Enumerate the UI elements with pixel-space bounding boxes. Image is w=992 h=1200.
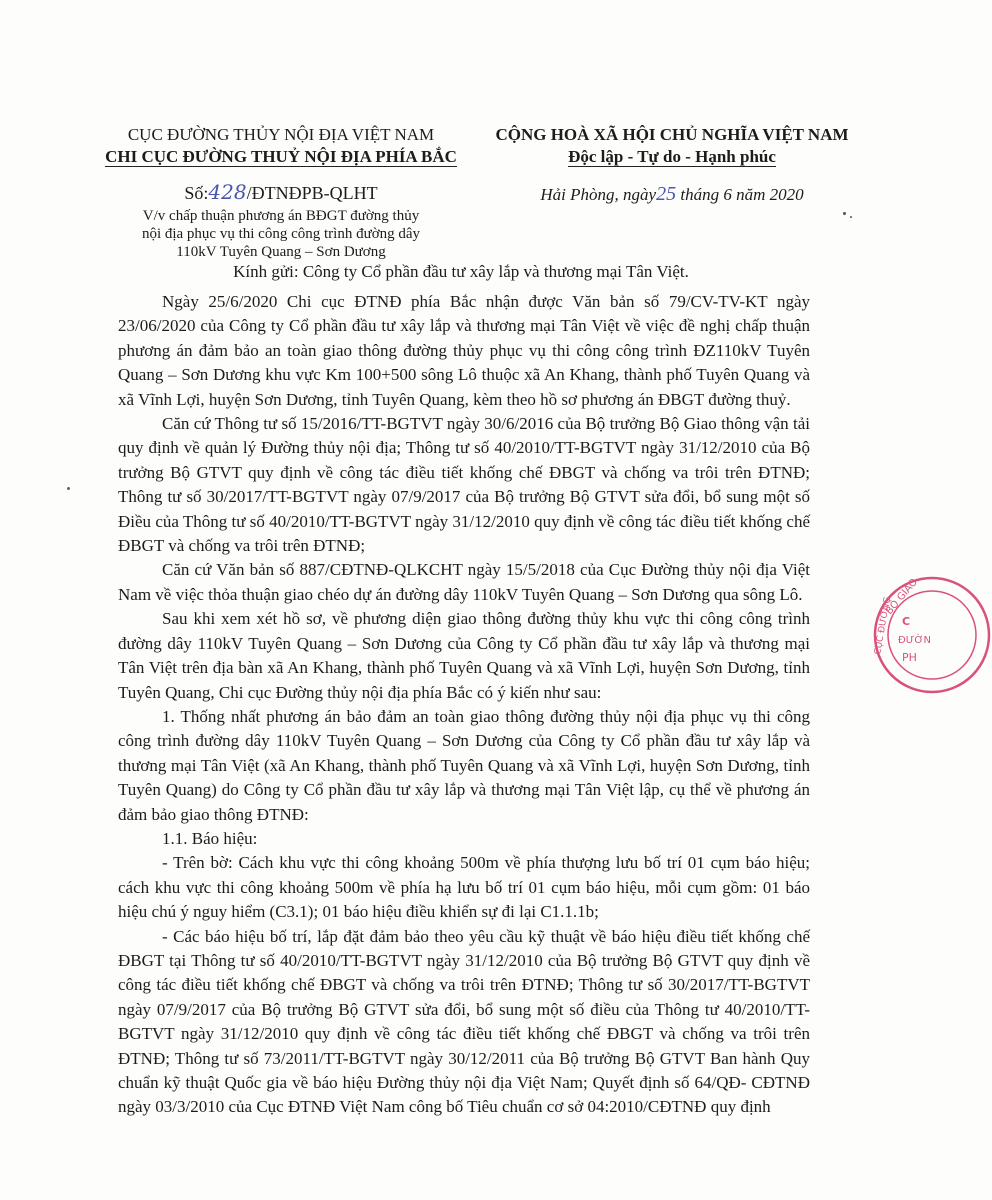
motto bbox=[472, 146, 872, 168]
header-right bbox=[472, 124, 872, 207]
date-day-handwritten: 25 bbox=[656, 183, 677, 205]
subject-line-1: V/v chấp thuận phương án BĐGT đường thủy bbox=[142, 208, 420, 224]
doc-number-handwritten: 428 bbox=[208, 180, 247, 204]
paragraph: 1.1. Báo hiệu: bbox=[162, 828, 258, 848]
paragraph: - Các báo hiệu bố trí, lắp đặt đảm bảo theo yêu cầu kỹ thuật về báo hiệu điều tiết khống chế ĐBGT tại Thông tư số 40/2010/TT-BGTVT ngày 31/12/2010 của Bộ trưởng Bộ GTVT quy định về công tác điều tiết khống chế ĐBGT và chống va trôi trên ĐTNĐ; Thông tư số 30/2017/TT-BGTVT ngày 07/9/2017 của Bộ trưởng Bộ GTVT sửa đổi, bổ sung một số điều của Thông tư 40/2010/TT-BGTVT ngày 31/12/2010 quy định về công tác điều tiết khống chế ĐBGT và chống va trôi trên ĐTNĐ; Thông tư số 73/2011/TT-BGTVT ngày 30/12/2011 của Bộ trưởng Bộ GTVT Ban hành Quy chuẩn kỹ thuật Quốc gia về báo hiệu Đường thủy nội địa Việt Nam; Quyết định số 64/QĐ- CĐTNĐ ngày 03/3/2010 của Cục ĐTNĐ Việt Nam công bố Tiêu chuẩn cơ sở 04:2010/CĐTNĐ quy định bbox=[118, 926, 810, 1117]
date-prefix: Hải Phòng, ngày bbox=[540, 185, 657, 204]
date-line bbox=[472, 182, 872, 207]
recipient-line: Kính gửi: Công ty Cổ phần đầu tư xây lắp và thương mại Tân Việt. bbox=[233, 262, 689, 281]
paragraph: Căn cứ Thông tư số 15/2016/TT-BGTVT ngày 30/6/2016 của Bộ trưởng Bộ Giao thông vận tải quy định về quản lý Đường thủy nội địa; Thông tư số 40/2010/TT-BGTVT ngày 31/12/2010 của Bộ trưởng Bộ GTVT quy định về công tác điều tiết khống chế ĐBGT và chống va trôi trên ĐTNĐ; Thông tư số 30/2017/TT-BGTVT ngày 07/9/2017 của Bộ trưởng Bộ GTVT sửa đổi, bổ sung một số Điều của Thông tư số 40/2010/TT-BGTVT ngày 31/12/2010 quy định về công tác điều tiết khống chế ĐBGT và chống va trôi trên ĐTNĐ; bbox=[118, 414, 810, 556]
svg-text:BỘ GIAO: BỘ GIAO bbox=[883, 576, 921, 617]
scan-speck bbox=[67, 487, 70, 490]
agency-name: CỤC ĐƯỜNG THỦY NỘI ĐỊA VIỆT NAM bbox=[127, 125, 435, 144]
subject-line-2: nội địa phục vụ thi công công trình đường dây bbox=[141, 226, 421, 242]
official-stamp bbox=[872, 575, 992, 695]
paragraph: Căn cứ Văn bản số 887/CĐTNĐ-QLKCHT ngày 15/5/2018 của Cục Đường thủy nội địa Việt Nam về việc thỏa thuận giao chéo dự án đường dây 110kV Tuyên Quang – Sơn Dương qua sông Lô. bbox=[118, 560, 810, 604]
scan-speck bbox=[843, 212, 846, 215]
paragraph: Ngày 25/6/2020 Chi cục ĐTNĐ phía Bắc nhận được Văn bản số 79/CV-TV-KT ngày 23/06/2020 của Công ty Cổ phần đầu tư xây lắp và thương mại Tân Việt về việc đề nghị chấp thuận phương án đảm bảo an toàn giao thông đường thủy phục vụ thi công công trình ĐZ110kV Tuyên Quang – Sơn Dương khu vực Km 100+500 sông Lô thuộc xã An Khang, thành phố Tuyên Quang và xã Vĩnh Lợi, huyện Sơn Dương, tỉnh Tuyên Quang, kèm theo hồ sơ phương án ĐBGT đường thuỷ. bbox=[118, 292, 810, 409]
subject-line-3: 110kV Tuyên Quang – Sơn Dương bbox=[176, 244, 386, 260]
svg-text:C: C bbox=[902, 615, 911, 628]
sub-agency-text: CHI CỤC ĐƯỜNG THUỶ NỘI ĐỊA PHÍA BẮC bbox=[105, 147, 457, 166]
doc-prefix: Số: bbox=[184, 183, 209, 203]
svg-text:PH: PH bbox=[902, 651, 917, 664]
nation-name: CỘNG HOÀ XÃ HỘI CHỦ NGHĨA VIỆT NAM bbox=[495, 125, 849, 144]
paragraph: Sau khi xem xét hồ sơ, về phương diện giao thông đường thủy khu vực thi công công trình đường dây 110kV Tuyên Quang – Sơn Dương của Công ty Cổ phần đầu tư xây lắp và thương mại Tân Việt trên địa bàn xã An Khang, thành phố Tuyên Quang và xã Vĩnh Lợi, huyện Sơn Dương, tỉnh Tuyên Quang, Chi cục Đường thủy nội địa phía Bắc có ý kiến như sau: bbox=[118, 609, 810, 702]
date-suffix: tháng 6 năm 2020 bbox=[680, 185, 804, 204]
paragraph: - Trên bờ: Cách khu vực thi công khoảng 500m về phía thượng lưu bố trí 01 cụm báo hiệu; cách khu vực thi công khoảng 500m về phía hạ lưu bố trí 01 cụm báo hiệu, mỗi cụm gồm: 01 báo hiệu chú ý nguy hiểm (C3.1); 01 báo hiệu điều khiển sự đi lại C1.1.1b; bbox=[118, 853, 810, 922]
subject-line bbox=[96, 207, 466, 261]
paragraph: 1. Thống nhất phương án bảo đảm an toàn giao thông đường thủy nội địa phục vụ thi công công trình đường dây 110kV Tuyên Quang – Sơn Dương của Công ty Cổ phần đầu tư xây lắp và thương mại Tân Việt (xã An Khang, thành phố Tuyên Quang và xã Vĩnh Lợi, huyện Sơn Dương, tỉnh Tuyên Quang) do Công ty Cổ phần đầu tư xây lắp và thương mại Tân Việt lập, cụ thể về phương án đảm bảo giao thông ĐTNĐ: bbox=[118, 706, 810, 824]
document-number bbox=[96, 180, 466, 205]
svg-text:CỤC ĐƯỜNG: CỤC ĐƯỜNG bbox=[873, 596, 894, 656]
doc-suffix: /ĐTNĐPB-QLHT bbox=[246, 183, 378, 203]
motto-text: Độc lập - Tự do - Hạnh phúc bbox=[568, 147, 776, 166]
scan-speck bbox=[850, 216, 852, 218]
header-left bbox=[96, 124, 466, 261]
document-body bbox=[118, 290, 810, 1120]
sub-agency-name bbox=[96, 146, 466, 168]
svg-text:ĐƯỜN: ĐƯỜN bbox=[898, 635, 931, 646]
